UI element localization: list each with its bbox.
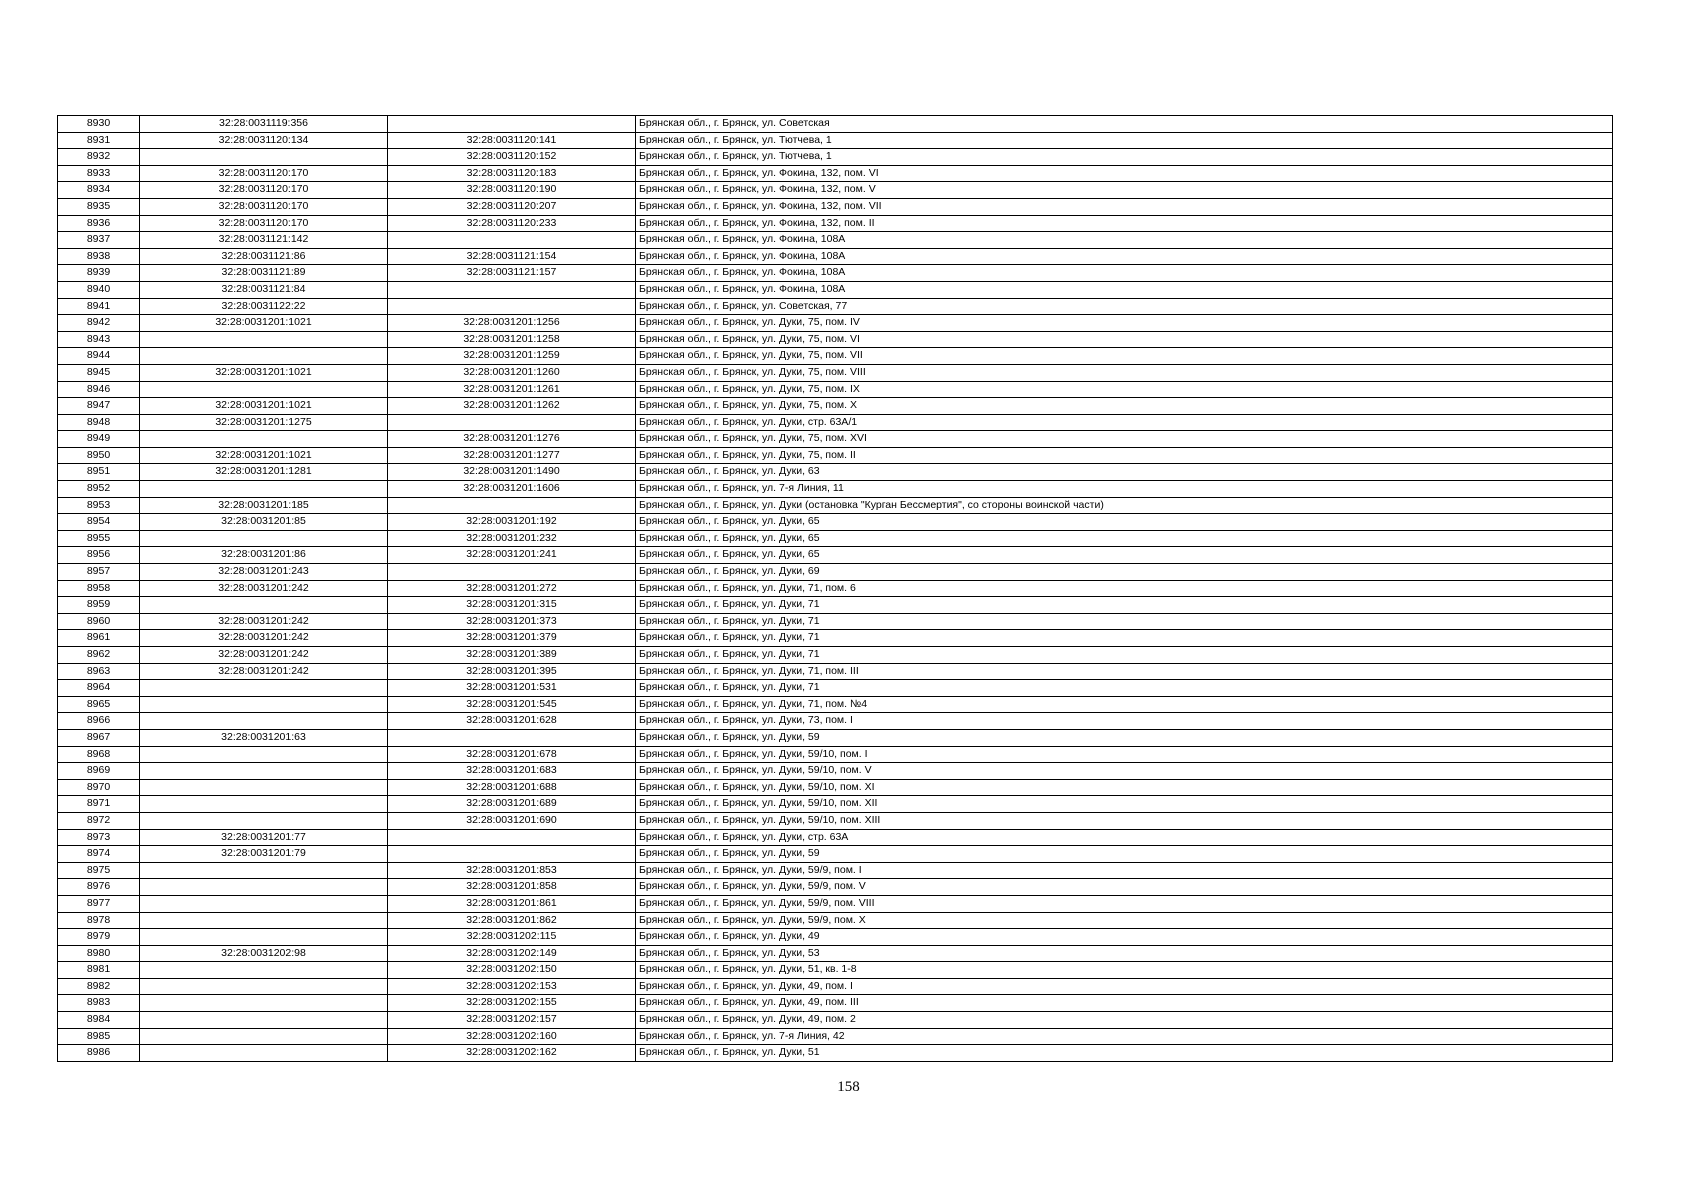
- address-cell: Брянская обл., г. Брянск, ул. Дуки, 75, пом. IV: [636, 315, 1613, 332]
- address-cell: Брянская обл., г. Брянск, ул. Дуки, 51: [636, 1045, 1613, 1062]
- land-parcel-number-cell: [140, 763, 388, 780]
- object-number-cell: 32:28:0031201:858: [388, 879, 636, 896]
- row-number-cell: 8971: [58, 796, 140, 813]
- object-number-cell: 32:28:0031121:157: [388, 265, 636, 282]
- land-parcel-number-cell: [140, 431, 388, 448]
- table-row: [58, 597, 1613, 614]
- address-cell: Брянская обл., г. Брянск, ул. Фокина, 132, пом. V: [636, 182, 1613, 199]
- table-row: [58, 680, 1613, 697]
- address-cell: Брянская обл., г. Брянск, ул. Дуки, 59/10, пом. V: [636, 763, 1613, 780]
- land-parcel-number-cell: [140, 530, 388, 547]
- object-number-cell: 32:28:0031201:232: [388, 530, 636, 547]
- row-number-cell: 8949: [58, 431, 140, 448]
- table-row: [58, 481, 1613, 498]
- object-number-cell: 32:28:0031201:688: [388, 779, 636, 796]
- land-parcel-number-cell: [140, 381, 388, 398]
- land-parcel-number-cell: [140, 149, 388, 166]
- object-number-cell: 32:28:0031201:315: [388, 597, 636, 614]
- row-number-cell: 8964: [58, 680, 140, 697]
- table-row: [58, 812, 1613, 829]
- land-parcel-number-cell: 32:28:0031120:170: [140, 215, 388, 232]
- table-row: [58, 315, 1613, 332]
- land-parcel-number-cell: 32:28:0031201:1021: [140, 315, 388, 332]
- row-number-cell: 8938: [58, 248, 140, 265]
- address-cell: Брянская обл., г. Брянск, ул. Дуки, 59/9, пом. V: [636, 879, 1613, 896]
- table-row: [58, 862, 1613, 879]
- land-parcel-number-cell: 32:28:0031120:170: [140, 165, 388, 182]
- table-row: [58, 116, 1613, 133]
- table-row: [58, 447, 1613, 464]
- table-row: [58, 198, 1613, 215]
- address-cell: Брянская обл., г. Брянск, ул. Дуки, 59/10, пом. XI: [636, 779, 1613, 796]
- object-number-cell: 32:28:0031120:233: [388, 215, 636, 232]
- object-number-cell: 32:28:0031202:153: [388, 978, 636, 995]
- address-cell: Брянская обл., г. Брянск, ул. Фокина, 132, пом. II: [636, 215, 1613, 232]
- row-number-cell: 8942: [58, 315, 140, 332]
- row-number-cell: 8978: [58, 912, 140, 929]
- land-parcel-number-cell: [140, 779, 388, 796]
- object-number-cell: 32:28:0031202:115: [388, 929, 636, 946]
- land-parcel-number-cell: 32:28:0031121:142: [140, 232, 388, 249]
- address-cell: Брянская обл., г. Брянск, ул. Дуки, 71, пом. III: [636, 663, 1613, 680]
- land-parcel-number-cell: 32:28:0031120:170: [140, 198, 388, 215]
- object-number-cell: 32:28:0031202:155: [388, 995, 636, 1012]
- row-number-cell: 8943: [58, 331, 140, 348]
- table-row: [58, 696, 1613, 713]
- table-row: [58, 779, 1613, 796]
- address-cell: Брянская обл., г. Брянск, ул. Советская, 77: [636, 298, 1613, 315]
- row-number-cell: 8963: [58, 663, 140, 680]
- object-number-cell: 32:28:0031201:241: [388, 547, 636, 564]
- address-cell: Брянская обл., г. Брянск, ул. Советская: [636, 116, 1613, 133]
- object-number-cell: 32:28:0031201:690: [388, 812, 636, 829]
- row-number-cell: 8939: [58, 265, 140, 282]
- table-row: [58, 895, 1613, 912]
- table-row: [58, 729, 1613, 746]
- row-number-cell: 8986: [58, 1045, 140, 1062]
- object-number-cell: 32:28:0031201:1259: [388, 348, 636, 365]
- address-cell: Брянская обл., г. Брянск, ул. Дуки, 71: [636, 597, 1613, 614]
- land-parcel-number-cell: [140, 680, 388, 697]
- land-parcel-number-cell: 32:28:0031201:242: [140, 580, 388, 597]
- object-number-cell: 32:28:0031201:1262: [388, 398, 636, 415]
- table-row: [58, 165, 1613, 182]
- table-row: [58, 978, 1613, 995]
- object-number-cell: 32:28:0031201:1260: [388, 364, 636, 381]
- table-row: [58, 232, 1613, 249]
- row-number-cell: 8961: [58, 630, 140, 647]
- land-parcel-number-cell: 32:28:0031201:1021: [140, 398, 388, 415]
- land-parcel-number-cell: [140, 995, 388, 1012]
- object-number-cell: [388, 281, 636, 298]
- object-number-cell: [388, 298, 636, 315]
- address-cell: Брянская обл., г. Брянск, ул. Дуки, 71: [636, 630, 1613, 647]
- table-row: [58, 265, 1613, 282]
- page-number: 158: [837, 1079, 860, 1095]
- land-parcel-number-cell: 32:28:0031201:1021: [140, 447, 388, 464]
- object-number-cell: 32:28:0031120:183: [388, 165, 636, 182]
- object-number-cell: [388, 829, 636, 846]
- table-row: [58, 398, 1613, 415]
- address-cell: Брянская обл., г. Брянск, ул. Дуки, стр. 63А: [636, 829, 1613, 846]
- object-number-cell: 32:28:0031201:1258: [388, 331, 636, 348]
- object-number-cell: 32:28:0031120:207: [388, 198, 636, 215]
- table-row: [58, 846, 1613, 863]
- object-number-cell: 32:28:0031201:1606: [388, 481, 636, 498]
- land-parcel-number-cell: 32:28:0031201:242: [140, 647, 388, 664]
- table-row: [58, 945, 1613, 962]
- row-number-cell: 8966: [58, 713, 140, 730]
- row-number-cell: 8985: [58, 1028, 140, 1045]
- row-number-cell: 8979: [58, 929, 140, 946]
- address-cell: Брянская обл., г. Брянск, ул. Дуки, 63: [636, 464, 1613, 481]
- address-cell: Брянская обл., г. Брянск, ул. Дуки, 59/10, пом. XII: [636, 796, 1613, 813]
- row-number-cell: 8958: [58, 580, 140, 597]
- address-cell: Брянская обл., г. Брянск, ул. Дуки, 59/9, пом. VIII: [636, 895, 1613, 912]
- row-number-cell: 8941: [58, 298, 140, 315]
- table-row: [58, 564, 1613, 581]
- table-row: [58, 879, 1613, 896]
- address-cell: Брянская обл., г. Брянск, ул. Дуки, 71, пом. 6: [636, 580, 1613, 597]
- table-row: [58, 663, 1613, 680]
- address-cell: Брянская обл., г. Брянск, ул. Дуки, 59: [636, 729, 1613, 746]
- object-number-cell: 32:28:0031201:861: [388, 895, 636, 912]
- object-number-cell: 32:28:0031201:395: [388, 663, 636, 680]
- table-row: [58, 995, 1613, 1012]
- address-cell: Брянская обл., г. Брянск, ул. Фокина, 108А: [636, 248, 1613, 265]
- address-cell: Брянская обл., г. Брянск, ул. Дуки, 59/9, пом. I: [636, 862, 1613, 879]
- table-row: [58, 912, 1613, 929]
- land-parcel-number-cell: [140, 978, 388, 995]
- address-cell: Брянская обл., г. Брянск, ул. Дуки, 59: [636, 846, 1613, 863]
- table-row: [58, 464, 1613, 481]
- land-parcel-number-cell: 32:28:0031121:89: [140, 265, 388, 282]
- address-cell: Брянская обл., г. Брянск, ул. 7-я Линия, 42: [636, 1028, 1613, 1045]
- address-cell: Брянская обл., г. Брянск, ул. Тютчева, 1: [636, 149, 1613, 166]
- address-cell: Брянская обл., г. Брянск, ул. Дуки, 59/10, пом. I: [636, 746, 1613, 763]
- table-row: [58, 1012, 1613, 1029]
- object-number-cell: 32:28:0031201:389: [388, 647, 636, 664]
- row-number-cell: 8952: [58, 481, 140, 498]
- row-number-cell: 8956: [58, 547, 140, 564]
- object-number-cell: 32:28:0031201:531: [388, 680, 636, 697]
- object-number-cell: [388, 116, 636, 133]
- land-parcel-number-cell: 32:28:0031121:86: [140, 248, 388, 265]
- table-row: [58, 530, 1613, 547]
- land-parcel-number-cell: [140, 746, 388, 763]
- object-number-cell: [388, 414, 636, 431]
- row-number-cell: 8930: [58, 116, 140, 133]
- land-parcel-number-cell: [140, 812, 388, 829]
- table-row: [58, 746, 1613, 763]
- address-cell: Брянская обл., г. Брянск, ул. Дуки, 65: [636, 530, 1613, 547]
- land-parcel-number-cell: [140, 1012, 388, 1029]
- registry-table-body: [58, 116, 1613, 1062]
- row-number-cell: 8937: [58, 232, 140, 249]
- object-number-cell: [388, 729, 636, 746]
- table-row: [58, 364, 1613, 381]
- row-number-cell: 8946: [58, 381, 140, 398]
- address-cell: Брянская обл., г. Брянск, ул. Дуки, 71: [636, 680, 1613, 697]
- row-number-cell: 8975: [58, 862, 140, 879]
- object-number-cell: 32:28:0031201:1256: [388, 315, 636, 332]
- table-row: [58, 929, 1613, 946]
- land-parcel-number-cell: 32:28:0031201:242: [140, 663, 388, 680]
- object-number-cell: 32:28:0031202:160: [388, 1028, 636, 1045]
- table-row: [58, 331, 1613, 348]
- land-parcel-number-cell: [140, 696, 388, 713]
- row-number-cell: 8965: [58, 696, 140, 713]
- land-parcel-number-cell: [140, 1028, 388, 1045]
- land-parcel-number-cell: [140, 1045, 388, 1062]
- land-parcel-number-cell: 32:28:0031201:242: [140, 613, 388, 630]
- row-number-cell: 8940: [58, 281, 140, 298]
- object-number-cell: 32:28:0031201:683: [388, 763, 636, 780]
- land-parcel-number-cell: [140, 862, 388, 879]
- row-number-cell: 8962: [58, 647, 140, 664]
- address-cell: Брянская обл., г. Брянск, ул. Дуки, 49: [636, 929, 1613, 946]
- table-row: [58, 580, 1613, 597]
- address-cell: Брянская обл., г. Брянск, ул. Тютчева, 1: [636, 132, 1613, 149]
- object-number-cell: 32:28:0031201:678: [388, 746, 636, 763]
- row-number-cell: 8932: [58, 149, 140, 166]
- object-number-cell: 32:28:0031201:545: [388, 696, 636, 713]
- object-number-cell: 32:28:0031201:1276: [388, 431, 636, 448]
- row-number-cell: 8968: [58, 746, 140, 763]
- row-number-cell: 8933: [58, 165, 140, 182]
- address-cell: Брянская обл., г. Брянск, ул. Дуки, 71: [636, 613, 1613, 630]
- row-number-cell: 8931: [58, 132, 140, 149]
- row-number-cell: 8951: [58, 464, 140, 481]
- table-row: [58, 381, 1613, 398]
- row-number-cell: 8960: [58, 613, 140, 630]
- row-number-cell: 8950: [58, 447, 140, 464]
- row-number-cell: 8945: [58, 364, 140, 381]
- address-cell: Брянская обл., г. Брянск, ул. Дуки, 75, пом. VII: [636, 348, 1613, 365]
- object-number-cell: 32:28:0031120:141: [388, 132, 636, 149]
- object-number-cell: 32:28:0031120:152: [388, 149, 636, 166]
- table-row: [58, 713, 1613, 730]
- object-number-cell: 32:28:0031201:379: [388, 630, 636, 647]
- address-cell: Брянская обл., г. Брянск, ул. Дуки, 65: [636, 547, 1613, 564]
- address-cell: Брянская обл., г. Брянск, ул. Дуки, 71: [636, 647, 1613, 664]
- object-number-cell: [388, 564, 636, 581]
- land-parcel-number-cell: [140, 597, 388, 614]
- object-number-cell: 32:28:0031202:150: [388, 962, 636, 979]
- table-row: [58, 613, 1613, 630]
- address-cell: Брянская обл., г. Брянск, ул. Дуки, стр. 63А/1: [636, 414, 1613, 431]
- address-cell: Брянская обл., г. Брянск, ул. Дуки, 75, пом. VIII: [636, 364, 1613, 381]
- row-number-cell: 8980: [58, 945, 140, 962]
- row-number-cell: 8981: [58, 962, 140, 979]
- land-parcel-number-cell: [140, 481, 388, 498]
- address-cell: Брянская обл., г. Брянск, ул. Дуки, 53: [636, 945, 1613, 962]
- address-cell: Брянская обл., г. Брянск, ул. Дуки, 75, пом. VI: [636, 331, 1613, 348]
- row-number-cell: 8973: [58, 829, 140, 846]
- land-parcel-number-cell: 32:28:0031201:1275: [140, 414, 388, 431]
- row-number-cell: 8967: [58, 729, 140, 746]
- row-number-cell: 8983: [58, 995, 140, 1012]
- row-number-cell: 8953: [58, 497, 140, 514]
- land-parcel-number-cell: [140, 348, 388, 365]
- table-row: [58, 763, 1613, 780]
- object-number-cell: 32:28:0031201:373: [388, 613, 636, 630]
- address-cell: Брянская обл., г. Брянск, ул. Дуки, 71, пом. №4: [636, 696, 1613, 713]
- object-number-cell: 32:28:0031201:272: [388, 580, 636, 597]
- table-row: [58, 647, 1613, 664]
- table-row: [58, 829, 1613, 846]
- table-row: [58, 796, 1613, 813]
- object-number-cell: 32:28:0031201:628: [388, 713, 636, 730]
- object-number-cell: 32:28:0031201:1261: [388, 381, 636, 398]
- object-number-cell: 32:28:0031202:162: [388, 1045, 636, 1062]
- object-number-cell: [388, 232, 636, 249]
- table-row: [58, 348, 1613, 365]
- address-cell: Брянская обл., г. Брянск, ул. Дуки, 69: [636, 564, 1613, 581]
- land-parcel-number-cell: [140, 912, 388, 929]
- address-cell: Брянская обл., г. Брянск, ул. 7-я Линия, 11: [636, 481, 1613, 498]
- land-parcel-number-cell: 32:28:0031201:77: [140, 829, 388, 846]
- address-cell: Брянская обл., г. Брянск, ул. Дуки, 51, кв. 1-8: [636, 962, 1613, 979]
- address-cell: Брянская обл., г. Брянск, ул. Дуки, 75, пом. XVI: [636, 431, 1613, 448]
- table-row: [58, 1045, 1613, 1062]
- land-parcel-number-cell: 32:28:0031121:84: [140, 281, 388, 298]
- address-cell: Брянская обл., г. Брянск, ул. Фокина, 108А: [636, 265, 1613, 282]
- row-number-cell: 8976: [58, 879, 140, 896]
- land-parcel-number-cell: 32:28:0031201:85: [140, 514, 388, 531]
- row-number-cell: 8972: [58, 812, 140, 829]
- row-number-cell: 8944: [58, 348, 140, 365]
- land-parcel-number-cell: [140, 895, 388, 912]
- address-cell: Брянская обл., г. Брянск, ул. Дуки, 73, пом. I: [636, 713, 1613, 730]
- row-number-cell: 8955: [58, 530, 140, 547]
- table-row: [58, 514, 1613, 531]
- row-number-cell: 8959: [58, 597, 140, 614]
- address-cell: Брянская обл., г. Брянск, ул. Дуки, 75, пом. IX: [636, 381, 1613, 398]
- object-number-cell: 32:28:0031201:853: [388, 862, 636, 879]
- land-parcel-number-cell: 32:28:0031201:185: [140, 497, 388, 514]
- land-parcel-number-cell: [140, 879, 388, 896]
- land-parcel-number-cell: [140, 929, 388, 946]
- table-row: [58, 215, 1613, 232]
- row-number-cell: 8970: [58, 779, 140, 796]
- land-parcel-number-cell: 32:28:0031201:242: [140, 630, 388, 647]
- object-number-cell: 32:28:0031201:192: [388, 514, 636, 531]
- table-row: [58, 962, 1613, 979]
- object-number-cell: 32:28:0031201:689: [388, 796, 636, 813]
- table-row: [58, 298, 1613, 315]
- object-number-cell: 32:28:0031121:154: [388, 248, 636, 265]
- land-parcel-number-cell: 32:28:0031119:356: [140, 116, 388, 133]
- land-parcel-number-cell: 32:28:0031202:98: [140, 945, 388, 962]
- land-parcel-number-cell: 32:28:0031120:170: [140, 182, 388, 199]
- row-number-cell: 8934: [58, 182, 140, 199]
- row-number-cell: 8947: [58, 398, 140, 415]
- row-number-cell: 8957: [58, 564, 140, 581]
- row-number-cell: 8982: [58, 978, 140, 995]
- row-number-cell: 8984: [58, 1012, 140, 1029]
- land-parcel-number-cell: 32:28:0031120:134: [140, 132, 388, 149]
- land-parcel-number-cell: 32:28:0031201:63: [140, 729, 388, 746]
- address-cell: Брянская обл., г. Брянск, ул. Дуки, 49, пом. I: [636, 978, 1613, 995]
- address-cell: Брянская обл., г. Брянск, ул. Дуки, 75, пом. II: [636, 447, 1613, 464]
- object-number-cell: 32:28:0031202:157: [388, 1012, 636, 1029]
- address-cell: Брянская обл., г. Брянск, ул. Фокина, 132, пом. VII: [636, 198, 1613, 215]
- address-cell: Брянская обл., г. Брянск, ул. Дуки, 59/9, пом. X: [636, 912, 1613, 929]
- object-number-cell: 32:28:0031201:1490: [388, 464, 636, 481]
- address-cell: Брянская обл., г. Брянск, ул. Дуки, 59/10, пом. XIII: [636, 812, 1613, 829]
- object-number-cell: 32:28:0031201:1277: [388, 447, 636, 464]
- land-parcel-number-cell: 32:28:0031201:79: [140, 846, 388, 863]
- land-parcel-number-cell: 32:28:0031201:1021: [140, 364, 388, 381]
- row-number-cell: 8974: [58, 846, 140, 863]
- row-number-cell: 8954: [58, 514, 140, 531]
- row-number-cell: 8977: [58, 895, 140, 912]
- land-parcel-number-cell: [140, 713, 388, 730]
- land-parcel-number-cell: 32:28:0031201:243: [140, 564, 388, 581]
- table-row: [58, 149, 1613, 166]
- table-row: [58, 497, 1613, 514]
- address-cell: Брянская обл., г. Брянск, ул. Дуки (остановка "Курган Бессмертия", со стороны воинской части): [636, 497, 1613, 514]
- address-cell: Брянская обл., г. Брянск, ул. Дуки, 65: [636, 514, 1613, 531]
- table-row: [58, 414, 1613, 431]
- table-row: [58, 248, 1613, 265]
- address-cell: Брянская обл., г. Брянск, ул. Фокина, 132, пом. VI: [636, 165, 1613, 182]
- table-row: [58, 1028, 1613, 1045]
- table-row: [58, 630, 1613, 647]
- land-parcel-number-cell: 32:28:0031122:22: [140, 298, 388, 315]
- land-parcel-number-cell: 32:28:0031201:1281: [140, 464, 388, 481]
- object-number-cell: 32:28:0031202:149: [388, 945, 636, 962]
- table-row: [58, 182, 1613, 199]
- address-cell: Брянская обл., г. Брянск, ул. Дуки, 49, пом. 2: [636, 1012, 1613, 1029]
- land-parcel-number-cell: [140, 796, 388, 813]
- address-cell: Брянская обл., г. Брянск, ул. Фокина, 108А: [636, 232, 1613, 249]
- row-number-cell: 8935: [58, 198, 140, 215]
- address-cell: Брянская обл., г. Брянск, ул. Фокина, 108А: [636, 281, 1613, 298]
- land-parcel-number-cell: [140, 962, 388, 979]
- row-number-cell: 8969: [58, 763, 140, 780]
- row-number-cell: 8936: [58, 215, 140, 232]
- row-number-cell: 8948: [58, 414, 140, 431]
- table-row: [58, 431, 1613, 448]
- registry-table: [57, 115, 1613, 1062]
- object-number-cell: 32:28:0031201:862: [388, 912, 636, 929]
- land-parcel-number-cell: 32:28:0031201:86: [140, 547, 388, 564]
- object-number-cell: [388, 846, 636, 863]
- table-row: [58, 281, 1613, 298]
- address-cell: Брянская обл., г. Брянск, ул. Дуки, 75, пом. X: [636, 398, 1613, 415]
- object-number-cell: 32:28:0031120:190: [388, 182, 636, 199]
- address-cell: Брянская обл., г. Брянск, ул. Дуки, 49, пом. III: [636, 995, 1613, 1012]
- table-row: [58, 132, 1613, 149]
- table-row: [58, 547, 1613, 564]
- object-number-cell: [388, 497, 636, 514]
- land-parcel-number-cell: [140, 331, 388, 348]
